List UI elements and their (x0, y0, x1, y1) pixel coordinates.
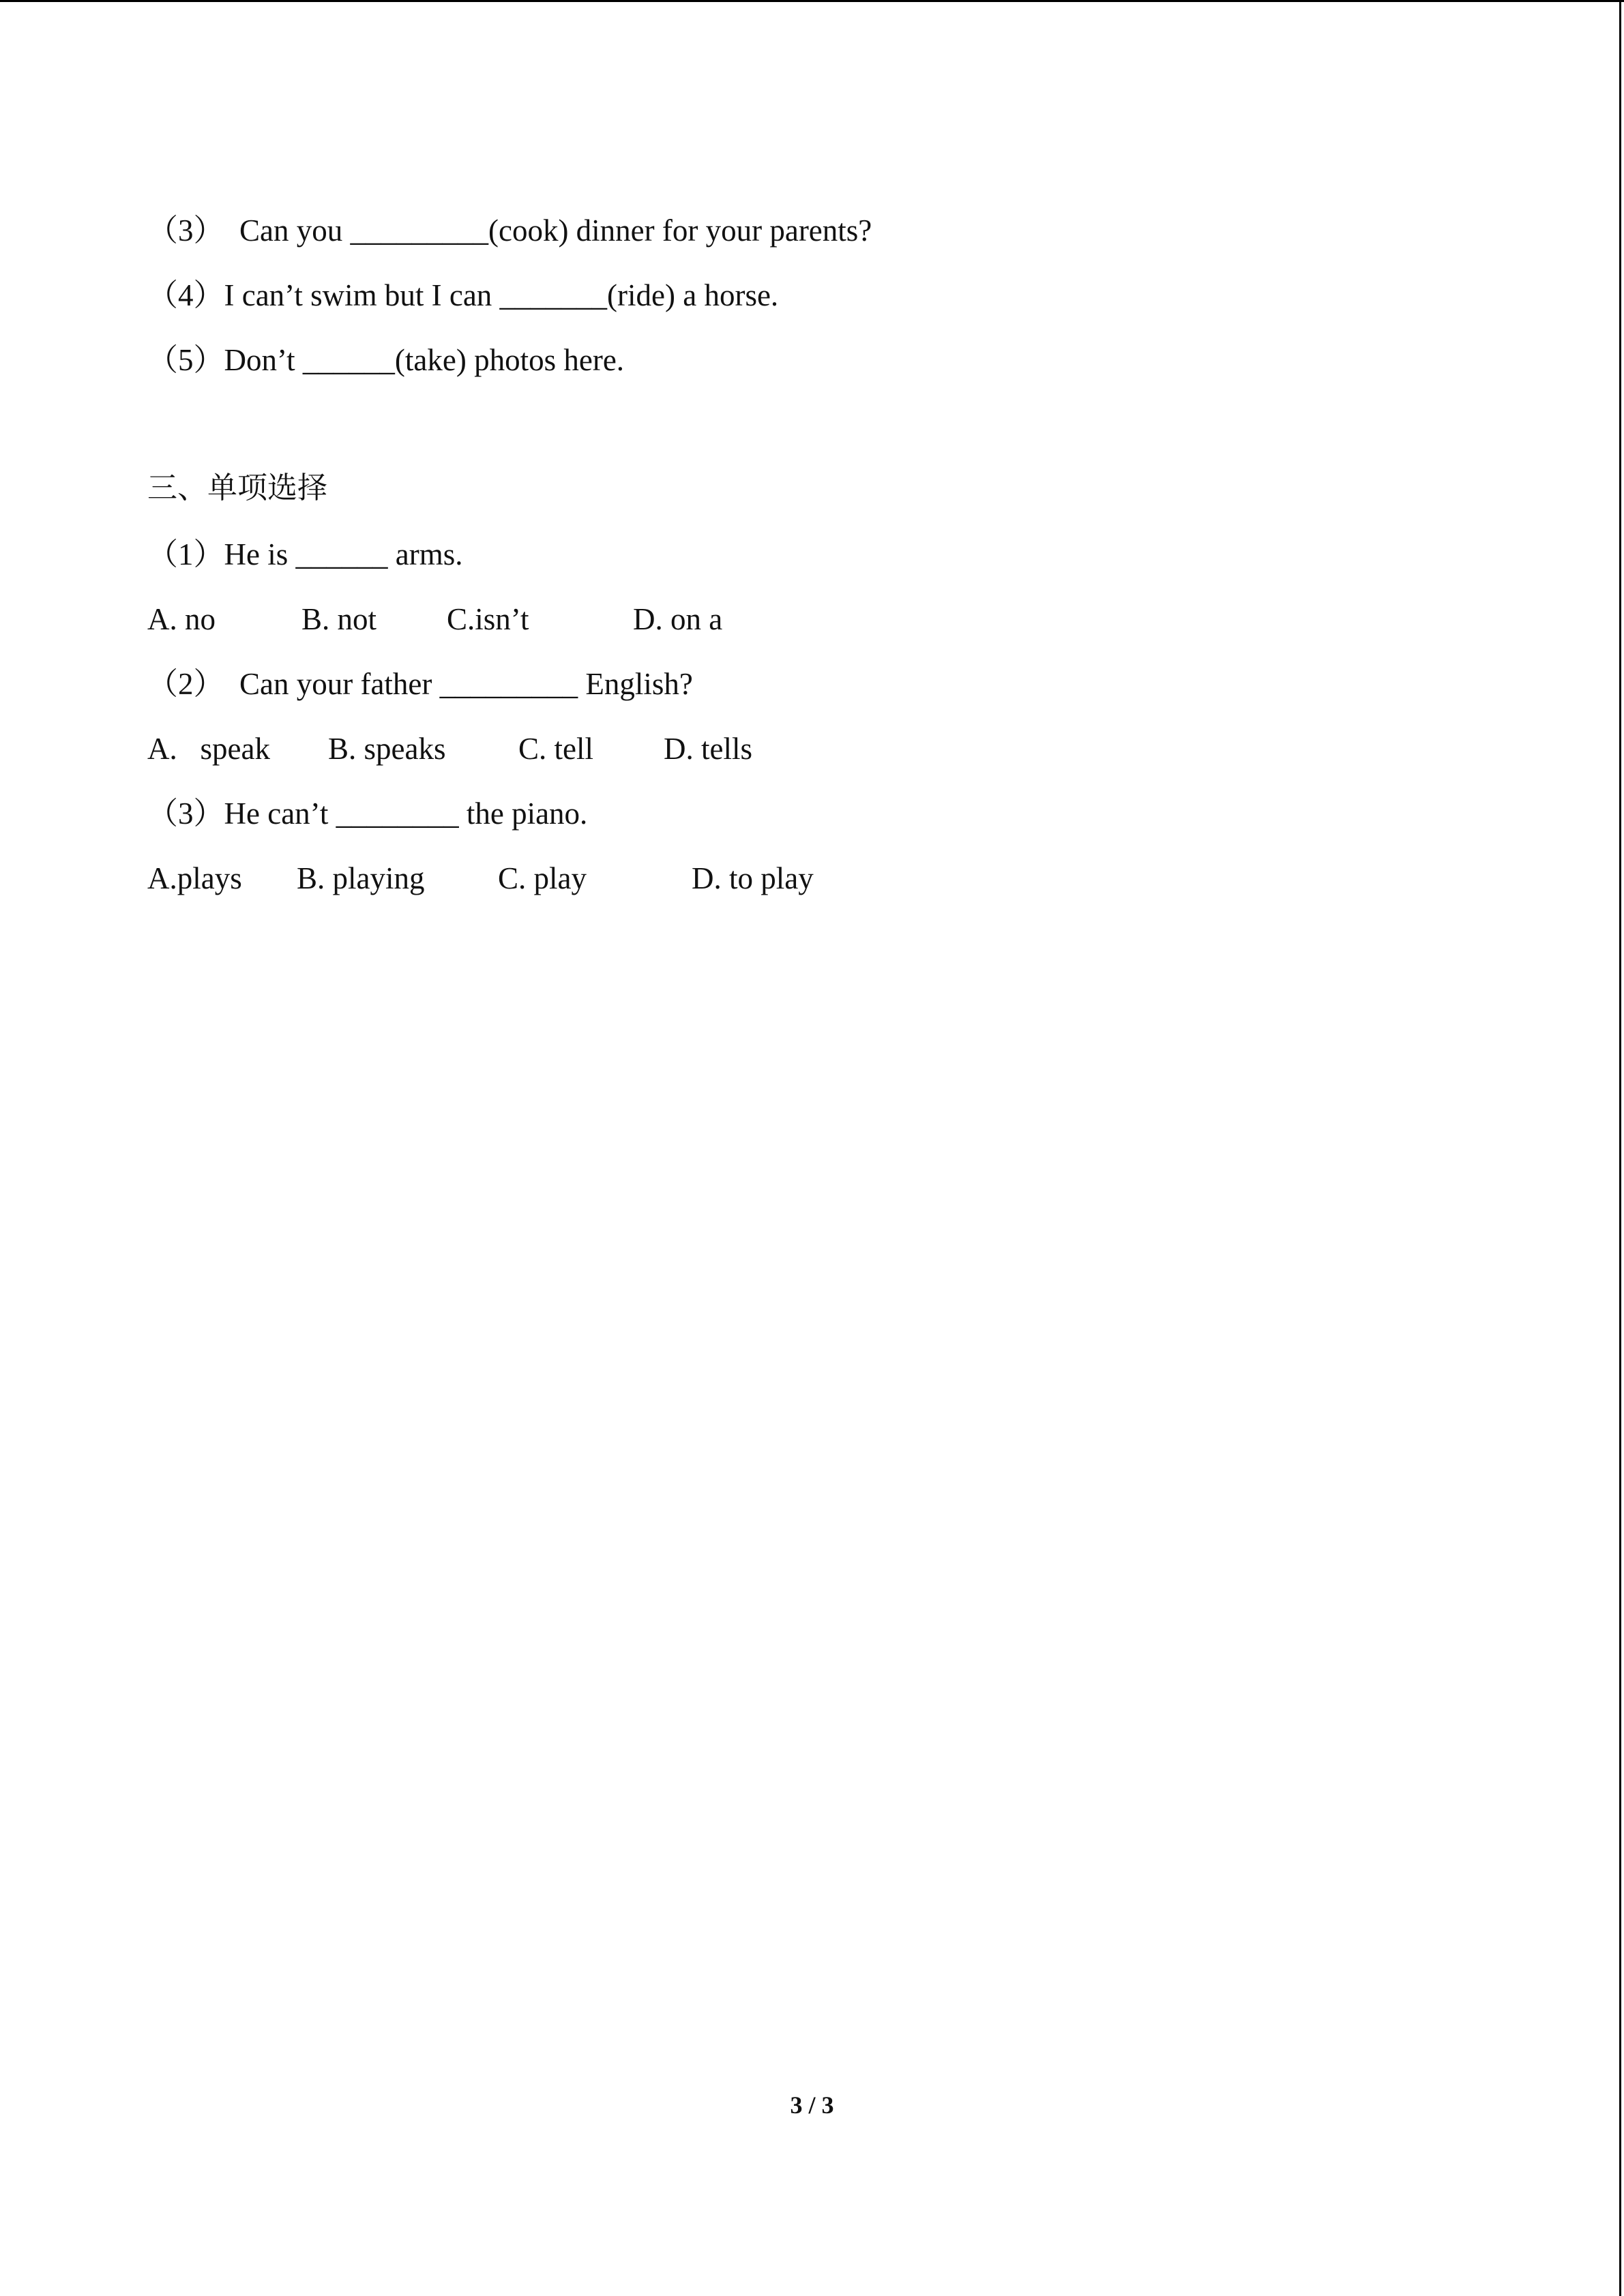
question-1-option-b: B. not (301, 602, 377, 636)
question-3-option-c: C. play (498, 861, 587, 895)
question-2-stem: （2） Can your father _________ English? (147, 667, 693, 701)
question-3-stem: （3）He can’t ________ the piano. (147, 796, 588, 831)
page-border-right (1619, 0, 1621, 2296)
question-1-option-d: D. on a (633, 602, 723, 636)
fill-in-item-5: （5）Don’t ______(take) photos here. (147, 343, 625, 377)
question-2-option-d: D. tells (664, 732, 752, 766)
question-2-option-a: A. speak (147, 732, 270, 766)
section-title-single-choice: 三、单项选择 (147, 471, 327, 505)
question-2-option-c: C. tell (518, 732, 593, 766)
question-1-option-c: C.isn’t (447, 602, 529, 636)
question-1-option-a: A. no (147, 602, 216, 636)
question-3-option-d: D. to play (692, 861, 814, 895)
question-3-option-b: B. playing (297, 861, 425, 895)
fill-in-item-4: （4）I can’t swim but I can _______(ride) a horse. (147, 278, 779, 312)
fill-in-item-3: （3） Can you _________(cook) dinner for your parents? (147, 213, 872, 248)
question-3-option-a: A.plays (147, 861, 242, 895)
page-number: 3 / 3 (790, 2091, 834, 2119)
question-2-option-b: B. speaks (328, 732, 446, 766)
page-border-top (0, 0, 1624, 2)
question-1-stem: （1）He is ______ arms. (147, 537, 463, 571)
